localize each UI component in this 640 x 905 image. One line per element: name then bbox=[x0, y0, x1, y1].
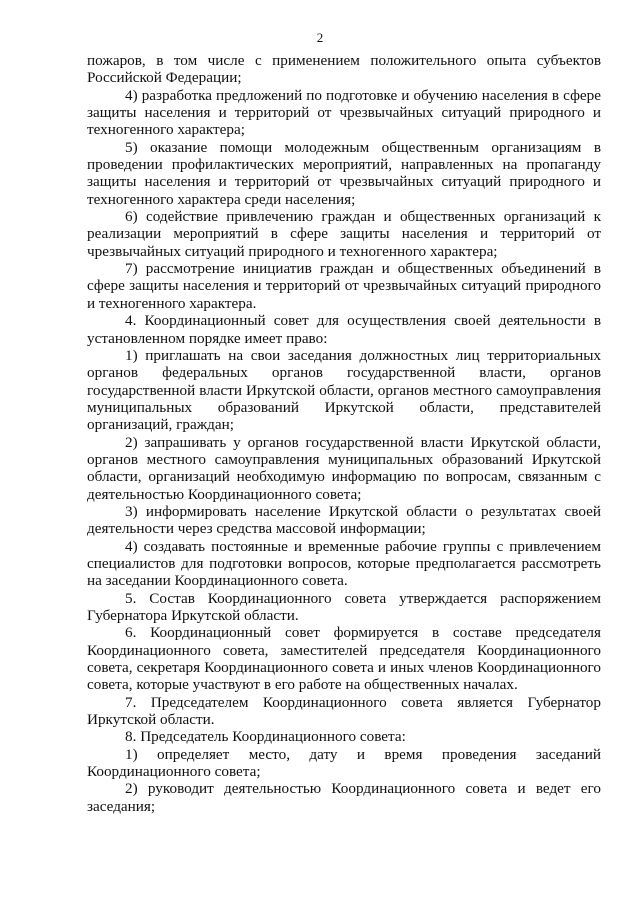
paragraph-right-1-invite: 1) приглашать на свои заседания должностных лиц территориальных органов федеральных органов государственной власти, органов государственной власти Иркутской области, органов местного самоуправления муниципальных образований Иркутской области, представителей организаций, граждан; bbox=[87, 346, 601, 434]
paragraph-section-5-composition: 5. Состав Координационного совета утверждается распоряжением Губернатора Иркутской области. bbox=[87, 589, 601, 624]
paragraph-right-2-request: 2) запрашивать у органов государственной власти Иркутской области, органов местного самоуправления муниципальных образований Иркутской области, организаций необходимую информацию по вопросам, связанным с деятельностью Координационного совета; bbox=[87, 433, 601, 503]
paragraph-item-6-citizen-involvement: 6) содействие привлечению граждан и общественных организаций к реализации мероприятий в сфере защиты населения и территорий от чрезвычайных ситуаций природного и техногенного характера; bbox=[87, 208, 601, 260]
paragraph-duty-1-schedule: 1) определяет место, дату и время проведения заседаний Координационного совета; bbox=[87, 745, 601, 781]
paragraph-section-4-rights: 4. Координационный совет для осуществления своей деятельности в установленном порядке имеет право: bbox=[87, 312, 601, 347]
paragraph-section-6-formation: 6. Координационный совет формируется в составе председателя Координационного совета, заместителей председателя Координационного совета, секретаря Координационного совета и иных членов Координационного совета, которые участвуют в его работе на общественных началах. bbox=[87, 624, 601, 694]
paragraph-continuation: пожаров, в том числе с применением положительного опыта субъектов Российской Федерации; bbox=[87, 52, 601, 87]
paragraph-right-3-inform: 3) информировать население Иркутской области о результатах своей деятельности через средства массовой информации; bbox=[87, 502, 601, 538]
paragraph-item-4-training: 4) разработка предложений по подготовке и обучению населения в сфере защиты населения и территорий от чрезвычайных ситуаций природного и техногенного характера; bbox=[87, 86, 601, 139]
paragraph-item-7-initiatives: 7) рассмотрение инициатив граждан и общественных объединений в сфере защиты населения и территорий от чрезвычайных ситуаций природного и техногенного характера. bbox=[87, 260, 601, 312]
document-body bbox=[87, 52, 601, 815]
page-number: 2 bbox=[316, 30, 324, 45]
paragraph-item-5-youth-help: 5) оказание помощи молодежным общественным организациям в проведении профилактических мероприятий, направленных на пропаганду защиты населения и территорий от чрезвычайных ситуаций природного и техногенного характера среди населения; bbox=[87, 138, 601, 208]
paragraph-section-8-chairman-duties: 8. Председатель Координационного совета: bbox=[125, 728, 406, 746]
paragraph-duty-2-lead: 2) руководит деятельностью Координационного совета и ведет его заседания; bbox=[87, 780, 601, 815]
paragraph-right-4-working-groups: 4) создавать постоянные и временные рабочие группы с привлечением специалистов для подготовки вопросов, которые предполагается рассмотреть на заседании Координационного совета. bbox=[87, 537, 601, 590]
paragraph-section-7-chairman: 7. Председателем Координационного совета является Губернатор Иркутской области. bbox=[87, 693, 601, 729]
